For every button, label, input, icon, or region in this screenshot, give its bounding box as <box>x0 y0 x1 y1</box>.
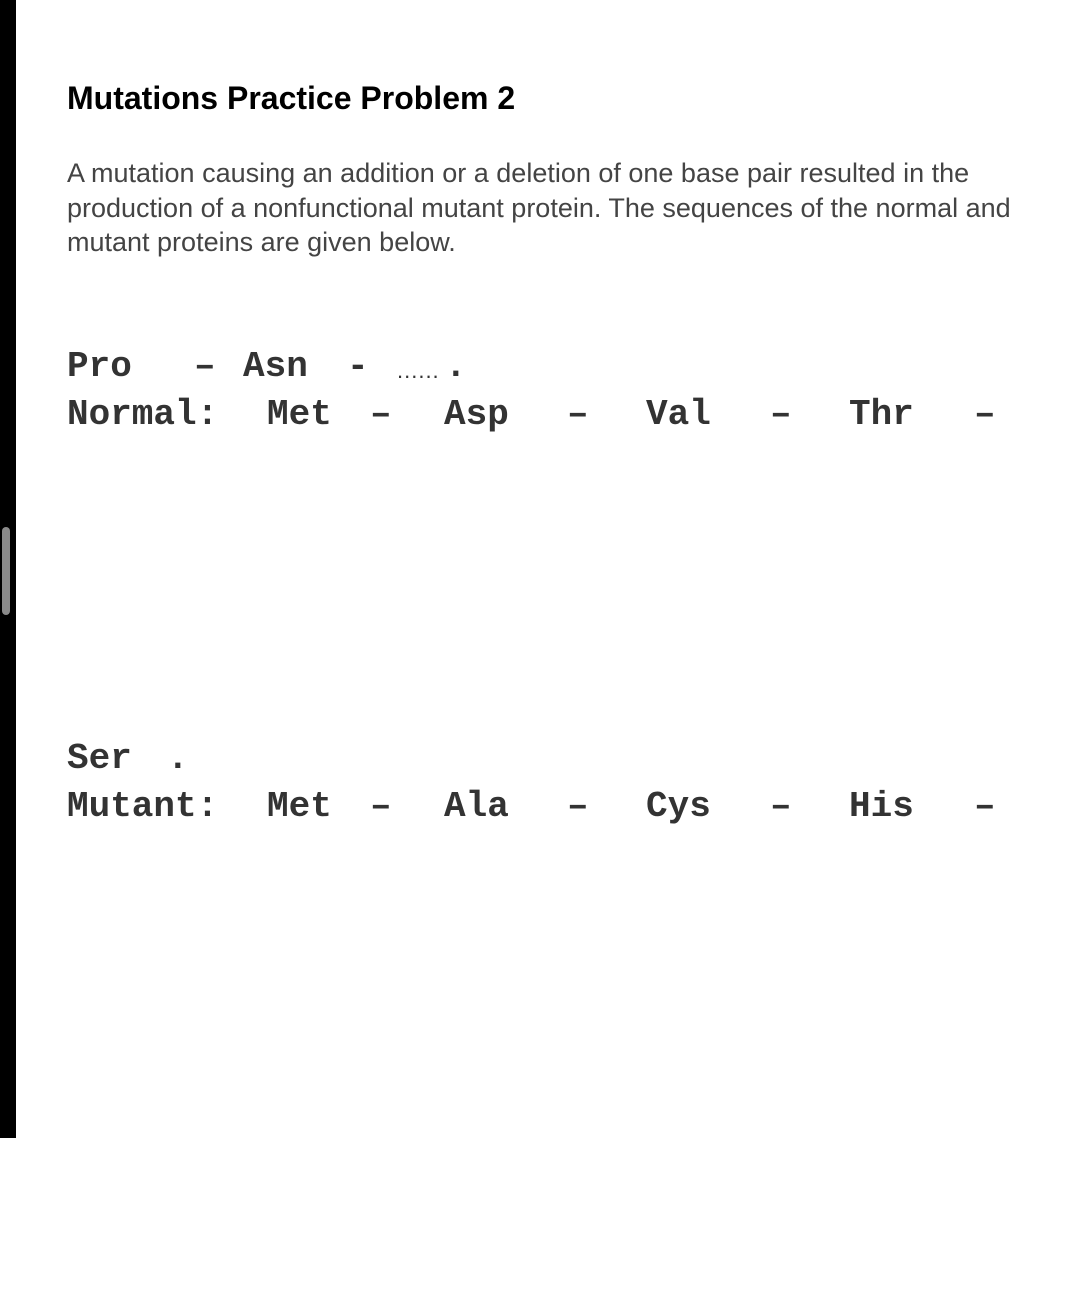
page-title: Mutations Practice Problem 2 <box>67 80 516 116</box>
mutant-aa-ser: Ser <box>67 738 132 779</box>
normal-sequence <box>67 295 996 487</box>
scrollbar-handle[interactable] <box>2 527 10 615</box>
normal-aa-asn: Asn <box>243 346 308 387</box>
mutant-label: Mutant: <box>67 786 219 827</box>
normal-aa-met: Met <box>267 394 332 435</box>
mutant-sequence-line-1 <box>67 783 1017 831</box>
normal-sequence-line-2 <box>67 343 1017 391</box>
mutant-sequence-line-2 <box>67 735 1017 783</box>
separator-dash: – <box>770 394 792 435</box>
mutant-end-period: . <box>167 738 189 779</box>
left-window-edge <box>0 0 16 1138</box>
separator-dash: – <box>567 786 589 827</box>
mutant-aa-met: Met <box>267 786 332 827</box>
separator-dash: – <box>370 394 392 435</box>
mutant-aa-cys: Cys <box>646 786 711 827</box>
separator-dash: – <box>974 394 996 435</box>
normal-sequence-line-1 <box>67 391 1017 439</box>
separator-dash: – <box>370 786 392 827</box>
separator-dash: – <box>770 786 792 827</box>
separator-dash: – <box>567 394 589 435</box>
ellipsis: ...... <box>397 358 440 383</box>
normal-aa-val: Val <box>646 394 711 435</box>
mutant-aa-his: His <box>849 786 914 827</box>
separator-hyphen: - <box>347 346 369 387</box>
normal-aa-thr: Thr <box>849 394 914 435</box>
mutant-aa-ala: Ala <box>444 786 509 827</box>
separator-dash: – <box>194 346 216 387</box>
normal-label: Normal: <box>67 394 219 435</box>
normal-end-period: . <box>445 346 467 387</box>
separator-dash: – <box>974 786 996 827</box>
problem-description: A mutation causing an addition or a deletion of one base pair resulted in the production of a nonfunctional mutant protein. The sequences of the normal and mutant proteins are given below. <box>67 158 1011 257</box>
normal-aa-pro: Pro <box>67 346 132 387</box>
normal-aa-asp: Asp <box>444 394 509 435</box>
mutant-sequence <box>67 687 996 879</box>
